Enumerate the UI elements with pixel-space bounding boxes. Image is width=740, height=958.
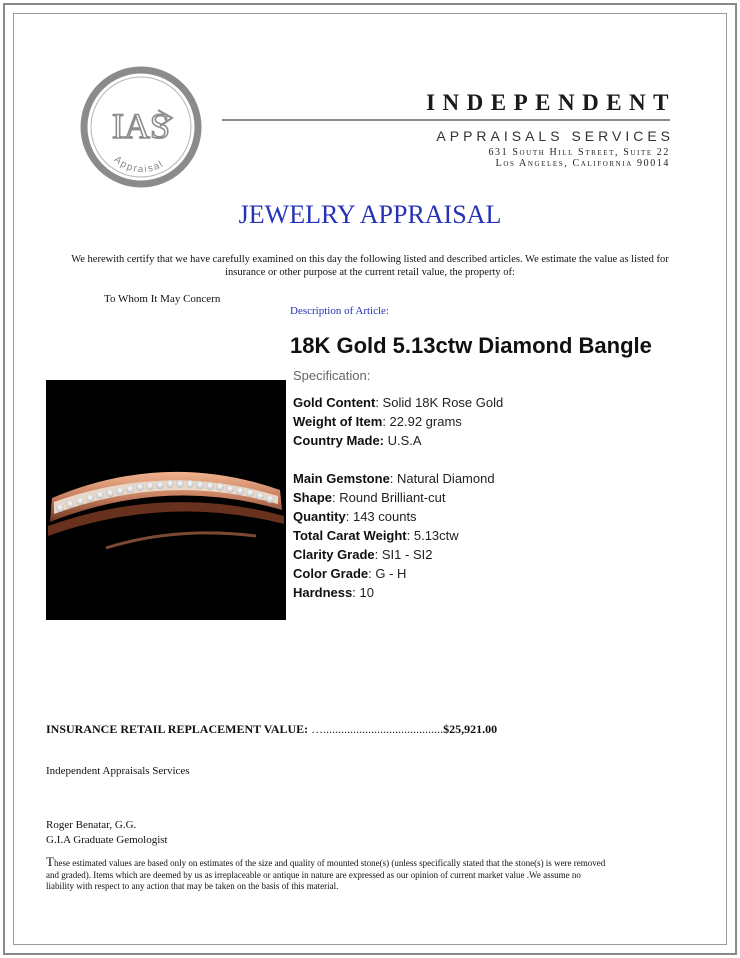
spec-total-carat: Total Carat Weight: 5.13ctw — [293, 528, 459, 543]
company-name: INDEPENDENT — [426, 90, 676, 115]
logo-subtext: Appraisal — [111, 154, 167, 176]
spec-list — [293, 393, 503, 602]
company-header — [222, 90, 676, 169]
spec-spacer — [293, 450, 503, 469]
logo-text: IAS — [111, 106, 171, 146]
spec-color: Color Grade: G - H — [293, 566, 407, 581]
spec-quantity: Quantity: 143 counts — [293, 509, 417, 524]
bangle-photo — [46, 380, 286, 620]
spec-clarity: Clarity Grade: SI1 - SI2 — [293, 547, 433, 562]
spec-country: Country Made: U.S.A — [293, 433, 422, 448]
page-title: JEWELRY APPRAISAL — [238, 200, 502, 229]
disclaimer: These estimated values are based only on estimates of the size and quality of mounted stone(s) (unless specifically stated that the stone(s) is were removed and graded). Items which are deemed by us as irreplaceable or antique in nature are expressed as our opinion of current market value .We assume no liability with respect to any action that may be taken on the basis of this material. — [46, 854, 606, 891]
insurance-value: INSURANCE RETAIL REPLACEMENT VALUE: …........................................$25,921.00 — [46, 722, 498, 736]
ias-logo — [80, 66, 202, 188]
insurance-amount: $25,921.00 — [443, 722, 498, 736]
issuer-name: Independent Appraisals Services — [46, 765, 190, 777]
header-divider — [222, 119, 670, 121]
signer-block — [46, 818, 168, 848]
spec-main-gemstone: Main Gemstone: Natural Diamond — [293, 471, 495, 486]
signer-name: Roger Benatar, G.G. — [46, 819, 137, 831]
specification-label: Specification: — [293, 368, 371, 383]
certify-statement: We herewith certify that we have carefully examined on this day the following listed and described articles. We estimate the value as listed for insurance or other purpose at the current retail value, the property of: — [71, 254, 669, 278]
spec-weight: Weight of Item: 22.92 grams — [293, 414, 462, 429]
item-title: 18K Gold 5.13ctw Diamond Bangle — [290, 333, 652, 358]
company-address-line1: 631 South Hill Street, Suite 22 — [488, 147, 670, 158]
description-label: Description of Article: — [290, 305, 389, 317]
company-subtitle: APPRAISALS SERVICES — [436, 128, 674, 144]
signer-title: G.I.A Graduate Gemologist — [46, 834, 168, 846]
spec-gold-content: Gold Content: Solid 18K Rose Gold — [293, 395, 504, 410]
company-address-line2: Los Angeles, California 90014 — [495, 158, 670, 169]
spec-shape: Shape: Round Brilliant-cut — [293, 490, 446, 505]
spec-hardness: Hardness: 10 — [293, 585, 374, 600]
recipient: To Whom It May Concern — [104, 293, 221, 305]
